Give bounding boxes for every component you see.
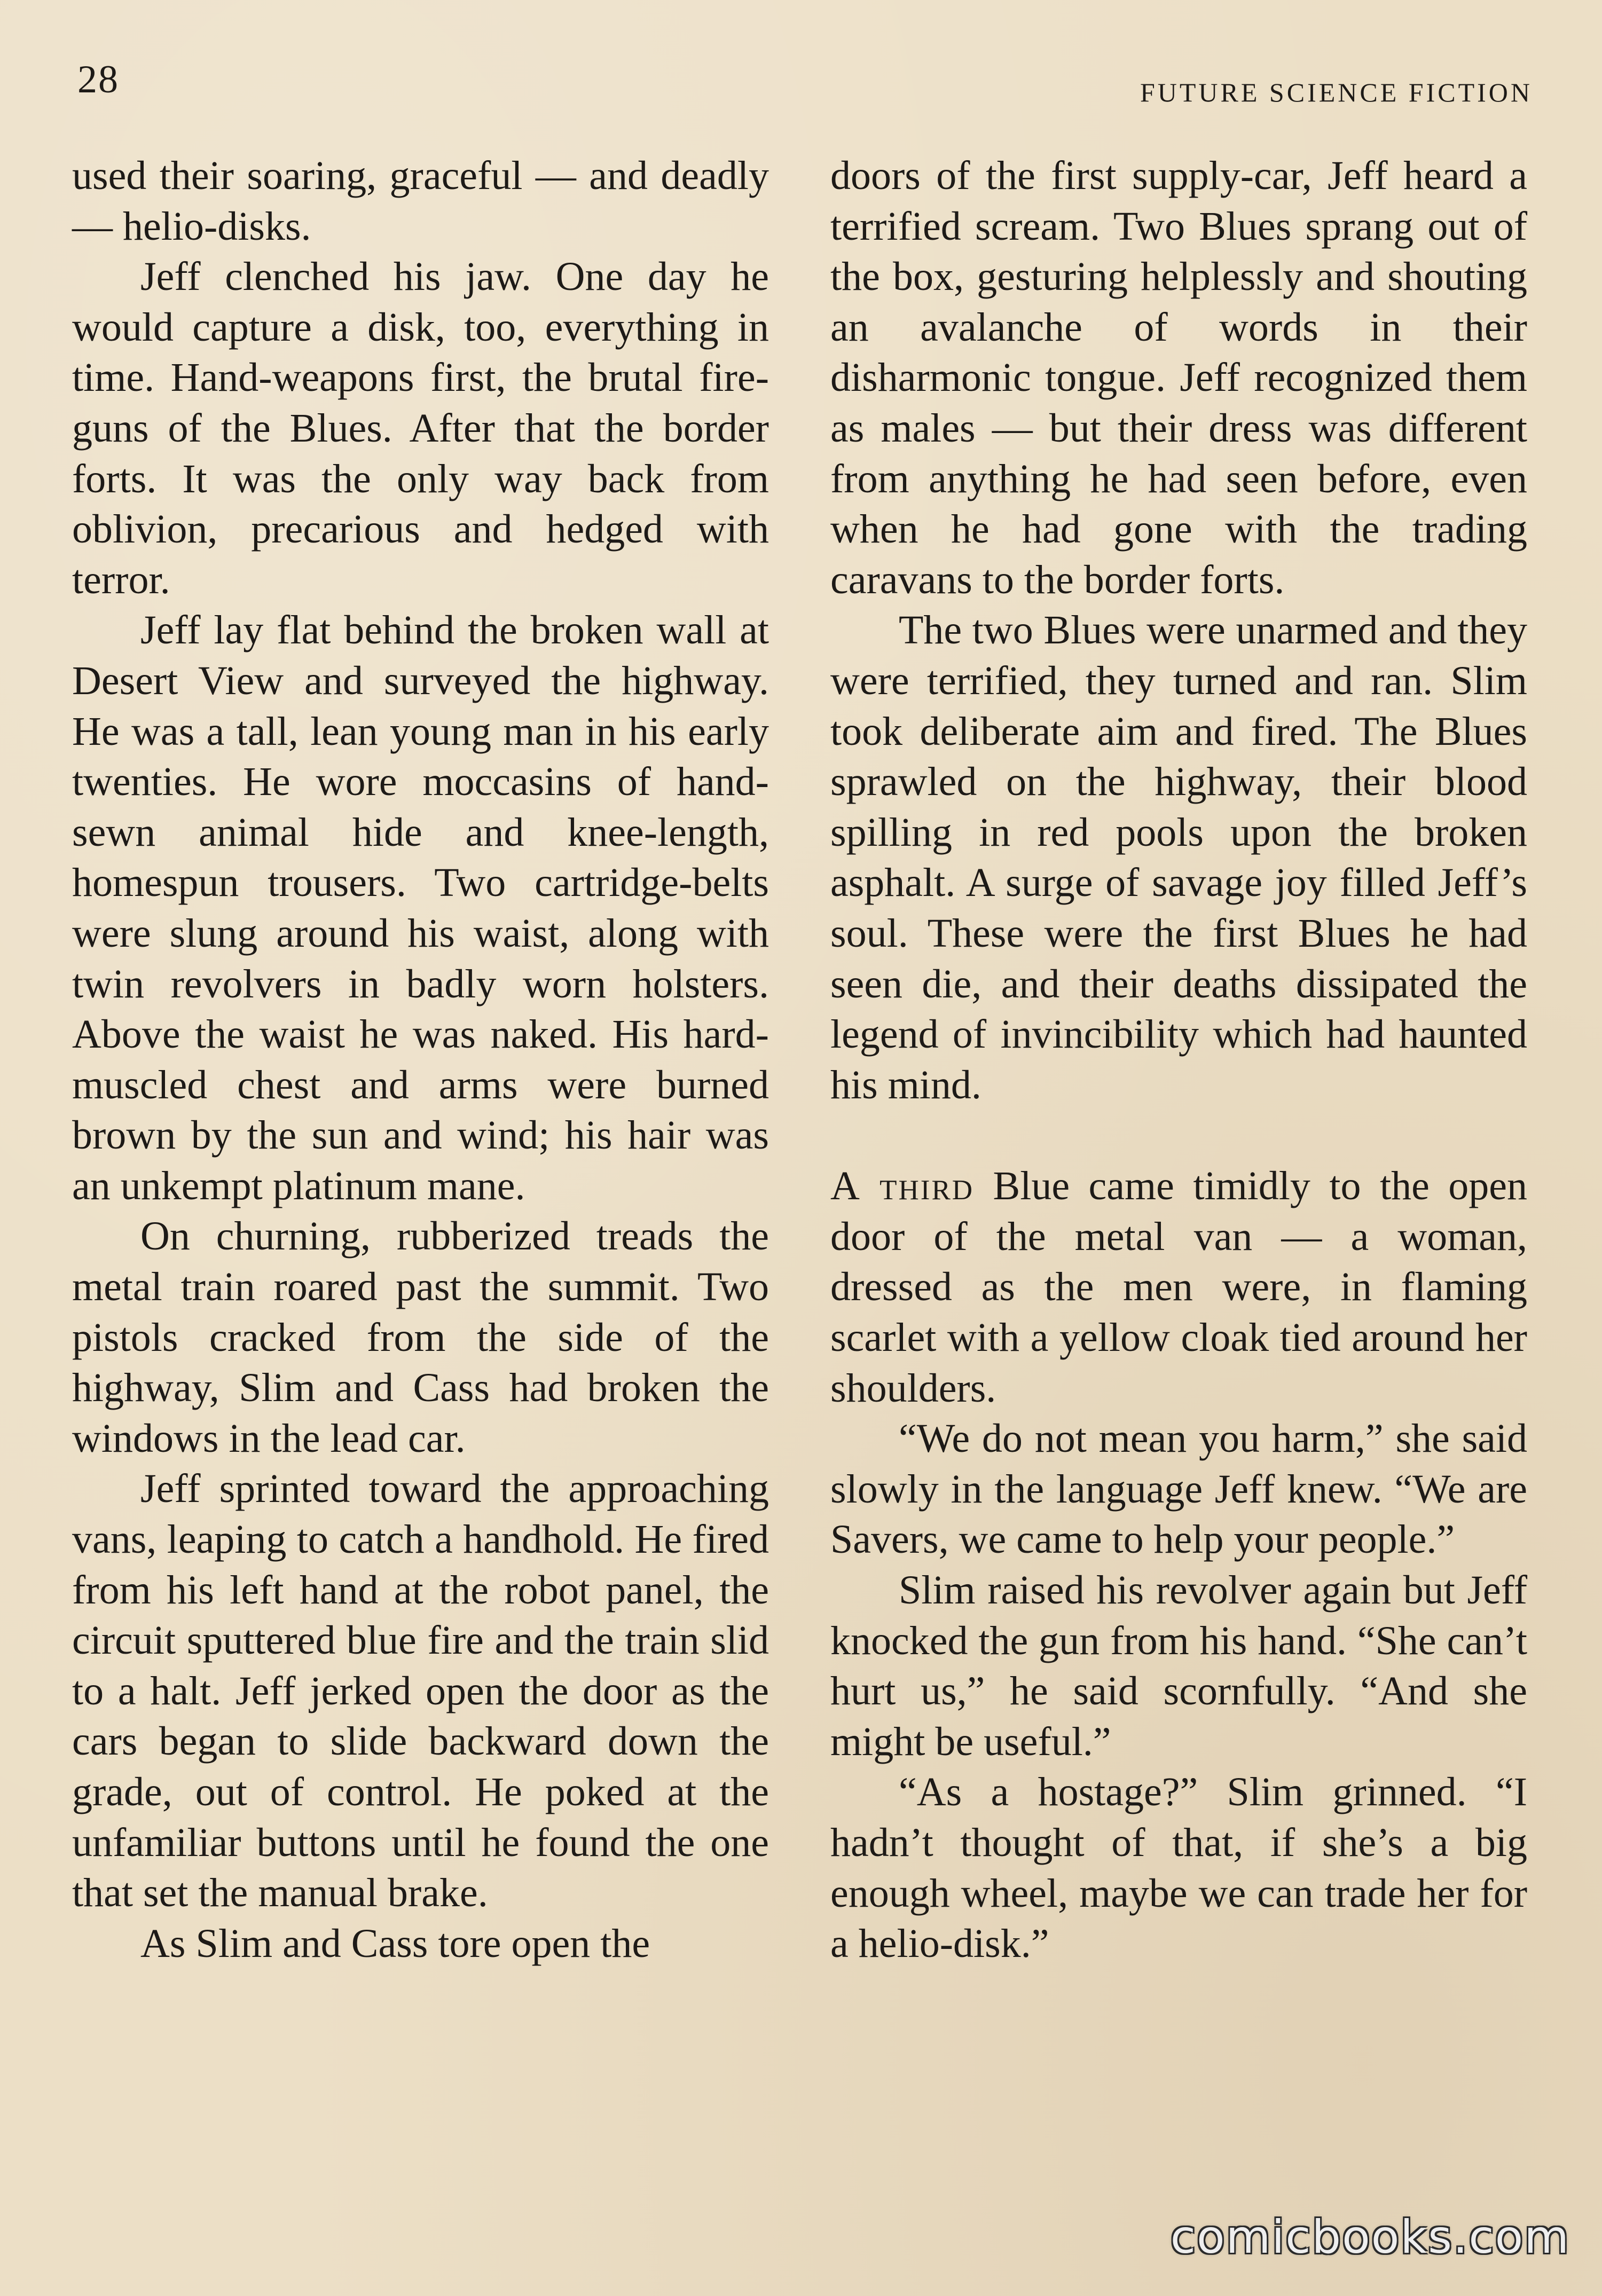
paragraph: On churning, rubberized treads the metal train roared past the summit. Two pistols cracked from the side of the highway, Slim and Cass had broken the windows in the lead car. [72,1214,769,1461]
paragraph: As Slim and Cass tore open the [140,1921,650,1966]
paragraph: Slim raised his revolver again but Jeff knocked the gun from his hand. “She can’t hurt us,” he said scornfully. “And she might be useful.” [830,1568,1527,1764]
paragraph: doors of the first supply-car, Jeff heard a terrified scream. Two Blues sprang out of the box, gesturing helplessly and shouting an avalanche of words in their disharmonic tongue. Jeff recognized them as males — but their dress was different from anything he had seen before, even when he had gone with the trading caravans to the border forts. [830,153,1527,602]
paragraph-text: Blue came timidly to the open door of the metal van — a woman, dressed as the men were, in flaming scarlet with a yellow cloak tied around her shoulders. [830,1163,1528,1411]
paragraph: The two Blues were unarmed and they were terrified, they turned and ran. Slim took deliberate aim and fired. The Blues sprawled on the highway, their blood spilling in red pools upon the broken asphalt. A surge of savage joy filled Jeff’s soul. These were the first Blues he had seen die, and their deaths dissipated the legend of invincibility which had haunted his mind. [830,608,1527,1107]
paragraph: Jeff lay flat behind the broken wall at Desert View and surveyed the highway. He was a tall, lean young man in his early twenties. He wore moccasins of hand-sewn animal hide and knee-length, homespun trousers. Two cartridge-belts were slung around his waist, along with twin revolvers in badly worn holsters. Above the waist he was naked. His hard-muscled chest and arms were burned brown by the sun and wind; his hair was an unkempt platinum mane. [72,608,769,1208]
paragraph: “We do not mean you harm,” she said slowly in the language Jeff knew. “We are Savers, we came to help your people.” [830,1416,1527,1562]
right-column [830,151,1527,1969]
paragraph: Jeff sprinted toward the approaching vans, leaping to catch a handhold. He fired from his left hand at the robot panel, the circuit sputtered blue fire and the train slid to a halt. Jeff jerked open the door as the cars began to slide backward down the grade, out of control. He poked at the unfamiliar buttons until he found the one that set the manual brake. [72,1466,769,1916]
left-column [72,151,769,1969]
paragraph: Jeff clenched his jaw. One day he would capture a disk, too, everything in time. Hand-weapons first, the brutal fire-guns of the Blues. After that the border forts. It was the only way back from oblivion, precarious and hedged with terror. [72,254,769,602]
small-caps-lead: A third [830,1163,975,1209]
section-opening-paragraph [830,1161,1527,1413]
page-number: 28 [77,58,119,101]
paragraph: “As a hostage?” Slim grinned. “I hadn’t thought of that, if she’s a big enough wheel, maybe we can trade her for a helio-disk.” [830,1770,1527,1967]
running-head: FUTURE SCIENCE FICTION [1140,77,1533,107]
paragraph: used their soaring, graceful — and deadly — helio-disks. [72,153,769,249]
watermark: comicbooks.com [1170,2211,1570,2264]
